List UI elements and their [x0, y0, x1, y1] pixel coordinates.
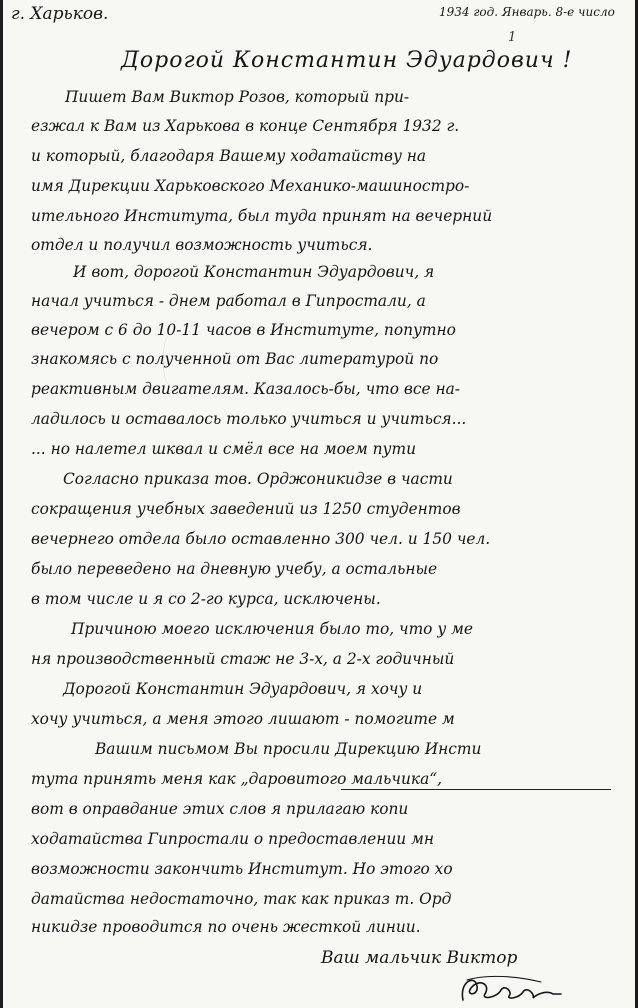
body-line: отдел и получил возможность учиться. [31, 236, 373, 254]
body-line: Вашим письмом Вы просили Дирекцию Инсти [95, 740, 482, 758]
body-line: в том числе и я со 2-го курса, исключены. [31, 590, 381, 608]
body-line: хочу учиться, а меня этого лишают - помогите м [31, 710, 455, 728]
letter-greeting: Дорогой Константин Эдуардович ! [121, 48, 573, 73]
page-number: 1 [508, 30, 517, 45]
body-line: Согласно приказа тов. Орджоникидзе в части [63, 470, 453, 488]
body-line: тута принять меня как „даровитого мальчика“, [31, 770, 443, 788]
body-line: И вот, дорогой Константин Эдуардович, я [73, 263, 435, 281]
body-line: ... но налетел шквал и смёл все на моем пути [31, 440, 416, 458]
body-line: езжал к Вам из Харькова в конце Сентября 1932 г. [31, 117, 460, 135]
header-date: 1934 год. Январь. 8-е число [439, 5, 615, 19]
header-city: г. Харьков. [11, 4, 109, 24]
body-line: Пишет Вам Виктор Розов, который при- [65, 88, 410, 106]
body-line: имя Дирекции Харьковского Механико-машиностро- [31, 177, 470, 195]
body-line: было переведено на дневную учебу, а остальные [31, 560, 438, 578]
body-line: датайства недостаточно, так как приказ т. Орд [31, 890, 452, 908]
body-line: возможности закончить Институт. Но этого хо [31, 860, 453, 878]
body-line: вечером с 6 до 10-11 часов в Институте, попутно [31, 321, 456, 339]
quote-underline [341, 789, 611, 790]
body-line: начал учиться - днем работал в Гипростали, а [31, 292, 426, 310]
body-line: ладилось и оставалось только учиться и учиться... [31, 410, 467, 428]
body-line: вечернего отдела было оставленно 300 чел. и 150 чел. [31, 530, 491, 548]
body-line: ня производственный стаж не 3-х, а 2-х годичный [31, 650, 455, 668]
body-line: ительного Института, был туда принят на вечерний [31, 207, 493, 225]
body-line: никидзе проводится по очень жесткой линии. [31, 918, 421, 936]
body-line: сокращения учебных заведений из 1250 студентов [31, 500, 461, 518]
body-line: знакомясь с полученной от Вас литературой по [31, 350, 439, 368]
body-line: Дорогой Константин Эдуардович, я хочу и [63, 680, 423, 698]
handwritten-signature [457, 972, 567, 1006]
body-line: ходатайства Гипростали о предоставлении мн [31, 830, 434, 848]
body-line: реактивным двигателям. Казалось-бы, что все на- [31, 380, 460, 398]
body-line: Причиною моего исключения было то, что у ме [71, 620, 474, 638]
letter-signoff: Ваш мальчик Виктор [321, 948, 518, 968]
body-line: и который, благодаря Вашему ходатайству на [31, 147, 427, 165]
body-line: вот в оправдание этих слов я прилагаю копи [31, 800, 409, 818]
